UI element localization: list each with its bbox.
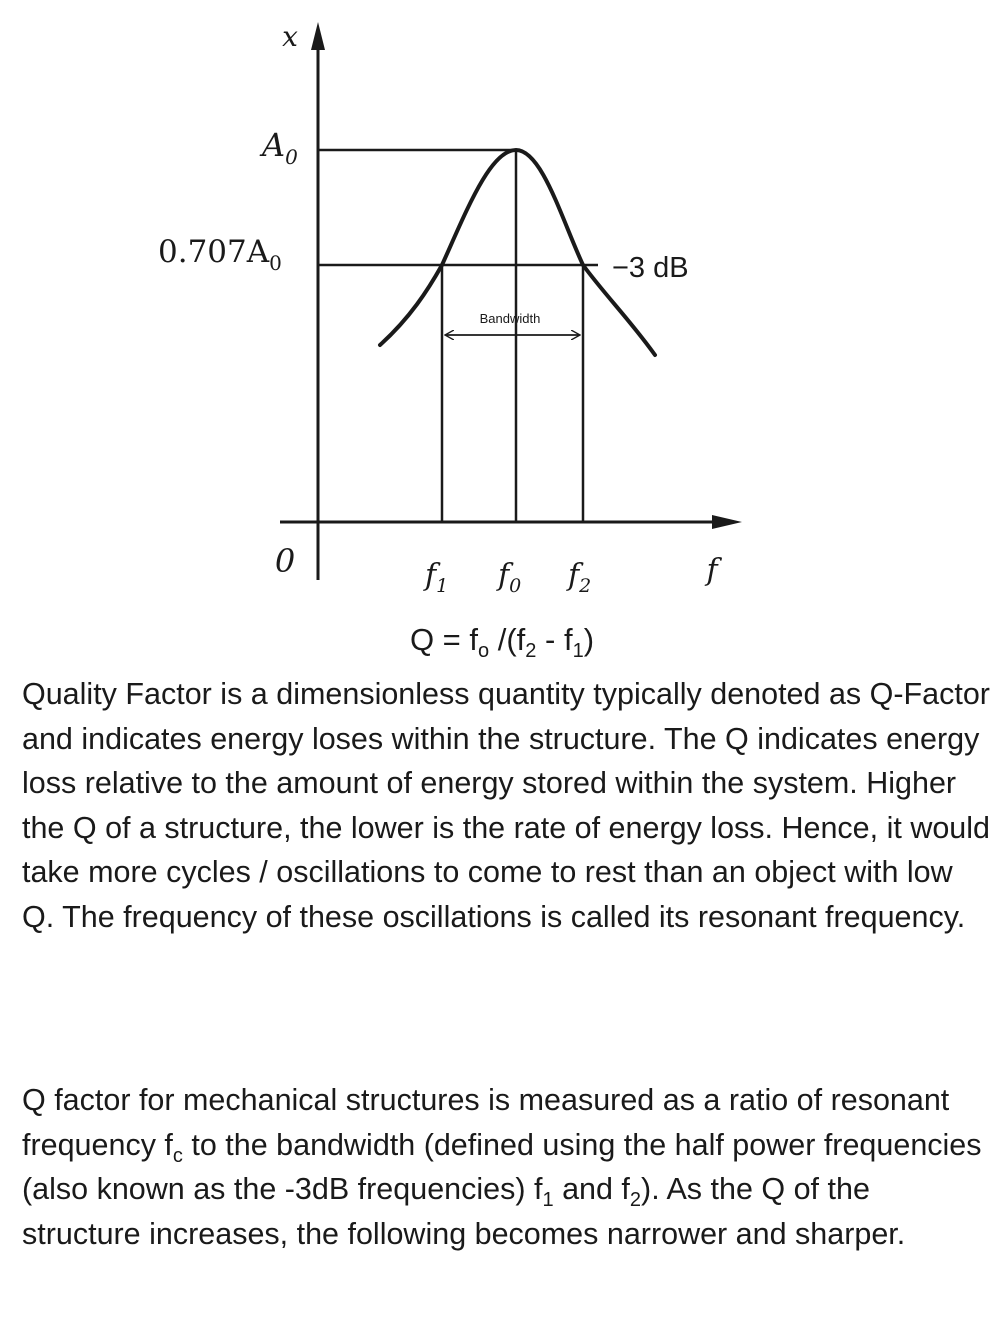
q-formula: $Q = f_o$ $/(f_2 - f_1)$ (409, 622, 595, 663)
y-axis-arrow (311, 22, 325, 50)
x-axis-label: f (706, 553, 718, 588)
db-label: −3 dB (612, 252, 689, 284)
f1-label: $f_1$ (425, 558, 449, 597)
peak-label: $A_0$ (262, 126, 298, 169)
origin-label: 0 (274, 542, 296, 580)
resonance-curve-diagram (0, 0, 1004, 615)
f2-label: $f_2$ (568, 558, 592, 597)
x-axis-arrow (712, 515, 742, 529)
bandwidth-label: Bandwidth (479, 311, 541, 326)
half-power-label: $0.707A_0$ (158, 234, 282, 275)
y-axis-label: x (282, 20, 298, 53)
f0-label: $f_0$ (498, 558, 522, 597)
quality-factor-paragraph: Quality Factor is a dimensionless quantity typically denoted as Q-Factor and indicates energy loses within the structure. The Q indicates energy loss relative to the amount of energy stored within the system. Higher the Q of a structure, the lower is the rate of energy loss. Hence, it would take more cycles / oscillations to come to rest than an object with low Q. The frequency of these oscillations is called its resonant frequency. (22, 677, 991, 934)
q-factor-measurement-paragraph: Q factor for mechanical structures is measured as a ratio of resonant frequency $f_c$ to the bandwidth (defined using the half power frequencies (also known as the -3dB frequencies) $f_1$ and $f_2$). As the Q of the structure increases, the following becomes narrower and sharper. (22, 1083, 982, 1251)
